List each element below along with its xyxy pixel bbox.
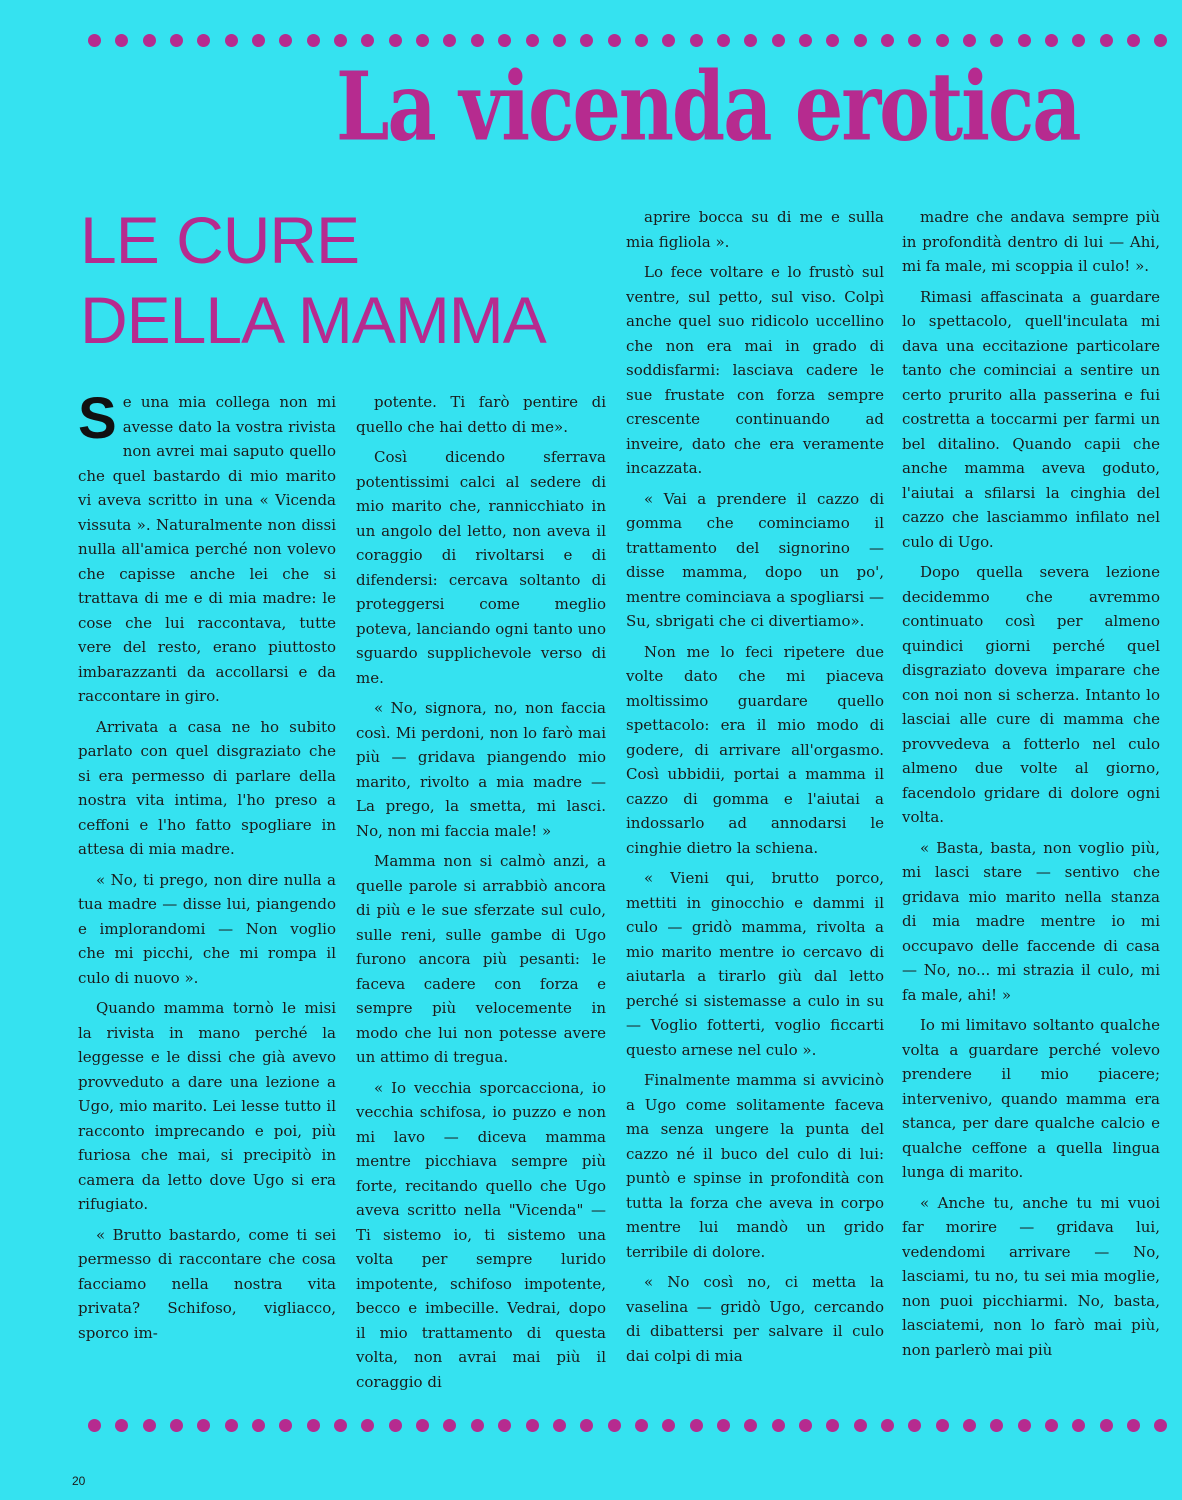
border-dot	[690, 1419, 703, 1432]
border-dot	[881, 1419, 894, 1432]
article-paragraph: Così dicendo sferrava potentissimi calci al sedere di mio marito che, rannicchiato in un angolo del letto, non aveva il coraggio di rivoltarsi e di difendersi: cercava soltanto di proteggersi come meglio poteva, lanciando ogni tanto uno sguardo supplichevole verso di me.	[356, 448, 606, 687]
border-dot	[908, 1419, 921, 1432]
border-dot	[115, 34, 128, 47]
border-dot	[990, 1419, 1003, 1432]
article-paragraph: « Vieni qui, brutto porco, mettiti in ginocchio e dammi il culo — gridò mamma, rivolta a mio marito mentre io cercavo di aiutarla a tirarlo giù dal letto perché si sistemasse a culo in su — Voglio fotterti, voglio ficcarti questo arnese nel culo ».	[626, 869, 884, 1059]
border-dot	[963, 1419, 976, 1432]
article-paragraph: aprire bocca su di me e sulla mia figliola ».	[626, 208, 884, 251]
article-paragraph: Arrivata a casa ne ho subito parlato con quel disgraziato che si era permesso di parlare della nostra vita intima, l'ho preso a ceffoni e l'ho fatto spogliare in attesa di mia madre.	[78, 717, 336, 858]
article-paragraph: Non me lo feci ripetere due volte dato che mi piaceva moltissimo guardare quello spettacolo: era il mio modo di godere, di arrivare all'orgasmo. Così ubbidii, portai a mamma il cazzo di gomma e l'aiutai a indossarlo ad annodarsi le cinghie dietro la schiena.	[626, 642, 884, 857]
border-dot	[307, 34, 320, 47]
article-paragraph: « Brutto bastardo, come ti sei permesso di raccontare che cosa facciamo nella nostra vita privata? Schifoso, vigliacco, sporco im-	[78, 1225, 336, 1342]
article-column-3	[626, 205, 884, 1390]
border-dot	[1018, 1419, 1031, 1432]
border-dot	[580, 1419, 593, 1432]
headline-line-1: LE CURE	[80, 203, 360, 277]
drop-cap: S	[78, 390, 117, 451]
border-dot	[799, 1419, 812, 1432]
article-paragraph: « No, signora, no, non faccia così. Mi perdoni, non lo farò mai più — gridava piangendo mio marito, rivolto a mia madre — La prego, la smetta, mi lasci. No, non mi faccia male! »	[356, 699, 606, 840]
border-dot	[854, 1419, 867, 1432]
border-dot	[662, 1419, 675, 1432]
border-dot	[1100, 1419, 1113, 1432]
article-paragraph: « Vai a prendere il cazzo di gomma che cominciamo il trattamento del signorino — disse mamma, dopo un po', mentre cominciava a spogliarsi — Su, sbrigati che ci divertiamo».	[626, 489, 884, 630]
border-dot	[1154, 1419, 1167, 1432]
article-paragraph: madre che andava sempre più in profondità dentro di lui — Ahi, mi fa male, mi scoppia il culo! ».	[902, 208, 1160, 275]
border-dot	[279, 34, 292, 47]
border-dot	[88, 1419, 101, 1432]
article-paragraph: « No, ti prego, non dire nulla a tua madre — disse lui, piangendo e implorandomi — Non voglio che mi picchi, che mi rompa il culo di nuovo ».	[78, 870, 336, 987]
border-dot	[717, 1419, 730, 1432]
border-dot	[170, 34, 183, 47]
article-column-4	[902, 205, 1160, 1390]
article-paragraph: « Anche tu, anche tu mi vuoi far morire — gridava lui, vedendomi arrivare — No, lasciami, tu no, tu sei mia moglie, non puoi picchiarmi. No, basta, lasciatemi, non lo farò mai più, non parlerò mai più	[902, 1193, 1160, 1359]
border-dot	[115, 1419, 128, 1432]
border-dot	[225, 1419, 238, 1432]
article-paragraph	[78, 390, 336, 709]
article-column-2	[356, 390, 606, 1390]
page-number: 20	[72, 1474, 86, 1488]
border-dot	[443, 1419, 456, 1432]
border-dot	[1127, 1419, 1140, 1432]
article-paragraph: « Io vecchia sporcacciona, io vecchia schifosa, io puzzo e non mi lavo — diceva mamma mentre picchiava sempre più forte, recitando quello che Ugo aveva scritto nella "Vicenda" — Ti sistemo io, ti sistemo una volta per sempre lurido impotente, schifoso impotente, becco e imbecille. Vedrai, dopo il mio trattamento di questa volta, non avrai mai più il coraggio di	[356, 1078, 606, 1390]
border-dot	[526, 1419, 539, 1432]
border-dot	[635, 1419, 648, 1432]
article-paragraph: Lo fece voltare e lo frustò sul ventre, sul petto, sul viso. Colpì anche quel suo ridicolo uccellino che non era mai in grado di soddisfarmi: lasciava cadere le sue frustate con forza sempre crescente continuando ad inveire, dato che era veramente incazzata.	[626, 263, 884, 477]
border-dot	[279, 1419, 292, 1432]
article-paragraph: Quando mamma tornò le misi la rivista in mano perché la leggesse e le dissi che già avevo provveduto a dare una lezione a Ugo, mio marito. Lei lesse tutto il racconto imprecando e poi, più furiosa che mai, si precipitò in camera da letto dove Ugo si era rifugiato.	[78, 999, 336, 1213]
border-dot	[471, 1419, 484, 1432]
headline-line-2: DELLA MAMMA	[80, 283, 546, 357]
page-title: La vicenda erotica	[336, 50, 1080, 162]
border-dot	[197, 34, 210, 47]
article-paragraph: Rimasi affascinata a guardare lo spettacolo, quell'inculata mi dava una eccitazione particolare tanto che cominciai a sentire un certo prurito alla passerina e fui costretta a toccarmi per farmi un bel ditalino. Quando capii che anche mamma aveva goduto, l'aiutai a sfilarsi la cinghia del cazzo che lasciammo infilato nel culo di Ugo.	[902, 287, 1160, 551]
border-dot	[772, 1419, 785, 1432]
border-dot	[416, 1419, 429, 1432]
border-dot	[170, 1419, 183, 1432]
article-column-1	[78, 390, 336, 1390]
paragraph-text: e una mia collega non mi avesse dato la vostra rivista non avrei mai saputo quello che quel bastardo di mio marito vi aveva scritto in una « Vicenda vissuta ». Naturalmente non dissi nulla all'amica perché non volevo che capisse anche lei che si trattava di me e di mia madre: le cose che lui raccontava, tutte vere del resto, erano piuttosto imbarazzanti da accollarsi e da raccontare in giro.	[78, 393, 336, 705]
border-dot	[361, 1419, 374, 1432]
border-dot	[334, 1419, 347, 1432]
article-paragraph: Mamma non si calmò anzi, a quelle parole si arrabbiò ancora di più e le sue sferzate sul culo, sulle reni, sulle gambe di Ugo furono ancora più pesanti: le faceva cadere con forza e sempre più velocemente in modo che lui non potesse avere un attimo di tregua.	[356, 852, 606, 1066]
border-dot	[307, 1419, 320, 1432]
border-dot	[1045, 1419, 1058, 1432]
border-dot	[143, 34, 156, 47]
article-paragraph: potente. Ti farò pentire di quello che hai detto di me».	[356, 393, 606, 436]
border-dot	[389, 1419, 402, 1432]
border-dot	[225, 34, 238, 47]
border-dot	[197, 1419, 210, 1432]
border-dot	[143, 1419, 156, 1432]
border-dot	[252, 1419, 265, 1432]
border-dot	[553, 1419, 566, 1432]
article-paragraph: Io mi limitavo soltanto qualche volta a guardare perché volevo prendere il mio piacere; intervenivo, quando mamma era stanca, per dare qualche calcio e qualche ceffone a quella lingua lunga di marito.	[902, 1016, 1160, 1181]
border-dot	[498, 1419, 511, 1432]
article-paragraph: « No così no, ci metta la vaselina — gridò Ugo, cercando di dibattersi per salvare il culo dai colpi di mia	[626, 1273, 884, 1365]
border-dot	[608, 1419, 621, 1432]
border-dot	[1072, 1419, 1085, 1432]
article-paragraph: Dopo quella severa lezione decidemmo che avremmo continuato così per almeno quindici giorni perché quel disgraziato doveva imparare che con noi non si scherza. Intanto lo lasciai alle cure di mamma che provvedeva a fotterlo nel culo almeno due volte al giorno, facendolo gridare di dolore ogni volta.	[902, 563, 1160, 826]
article-paragraph: « Basta, basta, non voglio più, mi lasci stare — sentivo che gridava mio marito nella stanza di mia madre mentre io mi occupavo delle faccende di casa — No, no... mi strazia il culo, mi fa male, ahi! »	[902, 838, 1160, 1004]
article-paragraph: Finalmente mamma si avvicinò a Ugo come solitamente faceva ma senza ungere la punta del cazzo né il buco del culo di lui: puntò e spinse in profondità con tutta la forza che aveva in corpo mentre lui mandò un grido terribile di dolore.	[626, 1071, 884, 1261]
bottom-dot-border	[88, 1414, 1182, 1436]
border-dot	[936, 1419, 949, 1432]
border-dot	[252, 34, 265, 47]
border-dot	[744, 1419, 757, 1432]
border-dot	[88, 34, 101, 47]
border-dot	[826, 1419, 839, 1432]
article-headline	[80, 200, 640, 360]
